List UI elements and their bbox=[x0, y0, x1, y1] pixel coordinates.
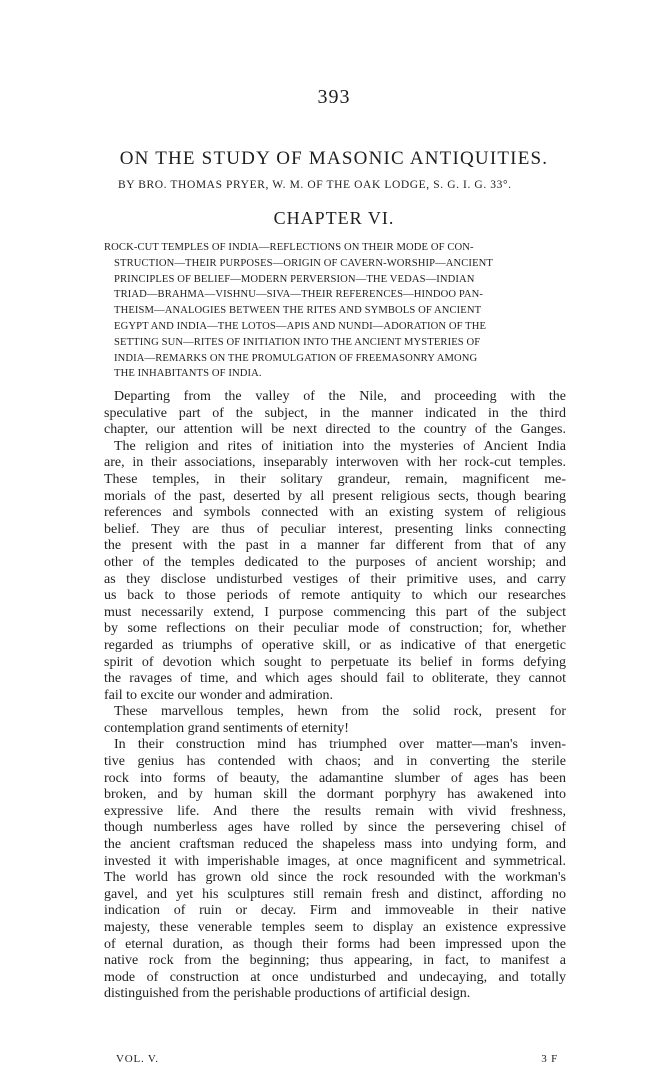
page-number: 393 bbox=[317, 86, 351, 108]
body-text bbox=[104, 389, 566, 1003]
synopsis-line: SETTING SUN—RITES OF INITIATION INTO THE ANCIENT MYSTERIES OF bbox=[114, 336, 481, 348]
text-line: broken, and by human skill the dormant porphyry has awakened into bbox=[104, 787, 566, 803]
synopsis-line: PRINCIPLES OF BELIEF—MODERN PERVERSION—THE VEDAS—INDIAN bbox=[114, 273, 475, 285]
text-line: Departing from the valley of the Nile, and proceeding with the bbox=[114, 389, 566, 404]
text-line: majesty, these venerable temples seem to display an existence expressive bbox=[104, 920, 566, 935]
text-line: by some reflections on their peculiar mode of construction; for, whether bbox=[104, 621, 566, 637]
text-line: speculative part of the subject, in the manner indicated in the third bbox=[104, 405, 566, 421]
text-line: rock into forms of beauty, the adamantine slumber of ages has been bbox=[104, 770, 566, 786]
text-line: tive genius has contended with chaos; and in converting the sterile bbox=[104, 754, 566, 770]
text-line: other of the temples dedicated to the purposes of ancient worship; and bbox=[104, 554, 566, 570]
synopsis-line: EGYPT AND INDIA—THE LOTOS—APIS AND NUNDI—ADORATION OF THE bbox=[114, 320, 487, 332]
text-line: us back to those periods of remote antiquity to which our researches bbox=[104, 588, 566, 604]
text-line: These marvellous temples, hewn from the solid rock, present for bbox=[114, 704, 566, 720]
text-line: invested it with imperishable images, at once magnificent and symmetrical. bbox=[104, 853, 566, 869]
text-line: mode of construction at once undisturbed and undecaying, and totally bbox=[104, 969, 566, 985]
text-line: These temples, in their solitary grandeur, remain, magnificent me- bbox=[104, 471, 566, 487]
text-line: are, in their associations, inseparably interwoven with her rock-cut temples. bbox=[104, 455, 566, 471]
text-line: morials of the past, deserted by all present religious sects, though bearing bbox=[104, 488, 566, 504]
text-line: references and symbols connected with an existing system of religious bbox=[104, 505, 566, 521]
article-title: ON THE STUDY OF MASONIC ANTIQUITIES. bbox=[119, 148, 549, 169]
text-line: spirit of devotion which sought to perpetuate its belief in forms defying bbox=[104, 654, 566, 670]
text-line: must necessarily extend, I purpose commencing this part of the subject bbox=[104, 604, 566, 620]
text-line: the ancient craftsman reduced the shapeless mass into undying form, and bbox=[104, 837, 566, 853]
text-line: The world has grown old since the rock resounded with the workman's bbox=[104, 870, 566, 886]
text-line: The religion and rites of initiation into the mysteries of Ancient India bbox=[114, 438, 566, 454]
text-line: regarded as triumphs of operative skill, or as indicative of that energetic bbox=[104, 637, 566, 653]
text-line: of eternal duration, as though their forms had been impressed upon the bbox=[104, 936, 566, 952]
text-line: belief. They are thus of peculiar interest, presenting links connecting bbox=[104, 521, 566, 537]
synopsis-line: STRUCTION—THEIR PURPOSES—ORIGIN OF CAVERN-WORSHIP—ANCIENT bbox=[114, 257, 493, 269]
synopsis-line: TRIAD—BRAHMA—VISHNU—SIVA—THEIR REFERENCES—HINDOO PAN- bbox=[114, 289, 484, 301]
text-line: gavel, and yet his sculptures still remain fresh and distinct, affording no bbox=[104, 886, 566, 902]
text-line: as they disclose undisturbed vestiges of their primitive uses, and carry bbox=[104, 571, 566, 587]
signature-mark: 3 F bbox=[541, 1053, 558, 1065]
synopsis-line: INDIA—REMARKS ON THE PROMULGATION OF FREEMASONRY AMONG bbox=[114, 352, 478, 364]
text-line: indication of ruin or decay. Firm and immoveable in their native bbox=[104, 903, 566, 919]
text-line: the ravages of time, and which ages should fail to obliterate, they cannot bbox=[104, 671, 566, 687]
page-footer bbox=[116, 1053, 558, 1065]
volume-label: VOL. V. bbox=[116, 1053, 159, 1065]
text-line: In their construction mind has triumphed over matter—man's inven- bbox=[114, 737, 566, 753]
synopsis-line: THEISM—ANALOGIES BETWEEN THE RITES AND SYMBOLS OF ANCIENT bbox=[114, 305, 482, 317]
text-line: chapter, our attention will be next directed to the country of the Ganges. bbox=[104, 422, 566, 438]
text-line: distinguished from the perishable productions of artificial design. bbox=[104, 986, 471, 1002]
synopsis-line: ROCK-CUT TEMPLES OF INDIA—REFLECTIONS ON THEIR MODE OF CON- bbox=[104, 242, 474, 253]
chapter-heading: CHAPTER VI. bbox=[273, 208, 395, 228]
text-line: native rock from the beginning; thus appearing, in fact, to manifest a bbox=[104, 953, 566, 969]
text-line: fail to excite our wonder and admiration. bbox=[104, 687, 333, 703]
text-line: the present with the past in a manner far different from that of any bbox=[104, 538, 566, 554]
text-line: contemplation grand sentiments of eternity! bbox=[104, 720, 349, 736]
text-line: expressive life. And there the results remain with vivid freshness, bbox=[104, 803, 566, 819]
synopsis-line: THE INHABITANTS OF INDIA. bbox=[114, 368, 262, 380]
text-line: though numberless ages have rolled by since the persevering chisel of bbox=[104, 820, 566, 836]
byline: BY BRO. THOMAS PRYER, W. M. OF THE OAK LODGE, S. G. I. G. 33°. bbox=[118, 179, 512, 191]
chapter-synopsis bbox=[104, 240, 564, 382]
